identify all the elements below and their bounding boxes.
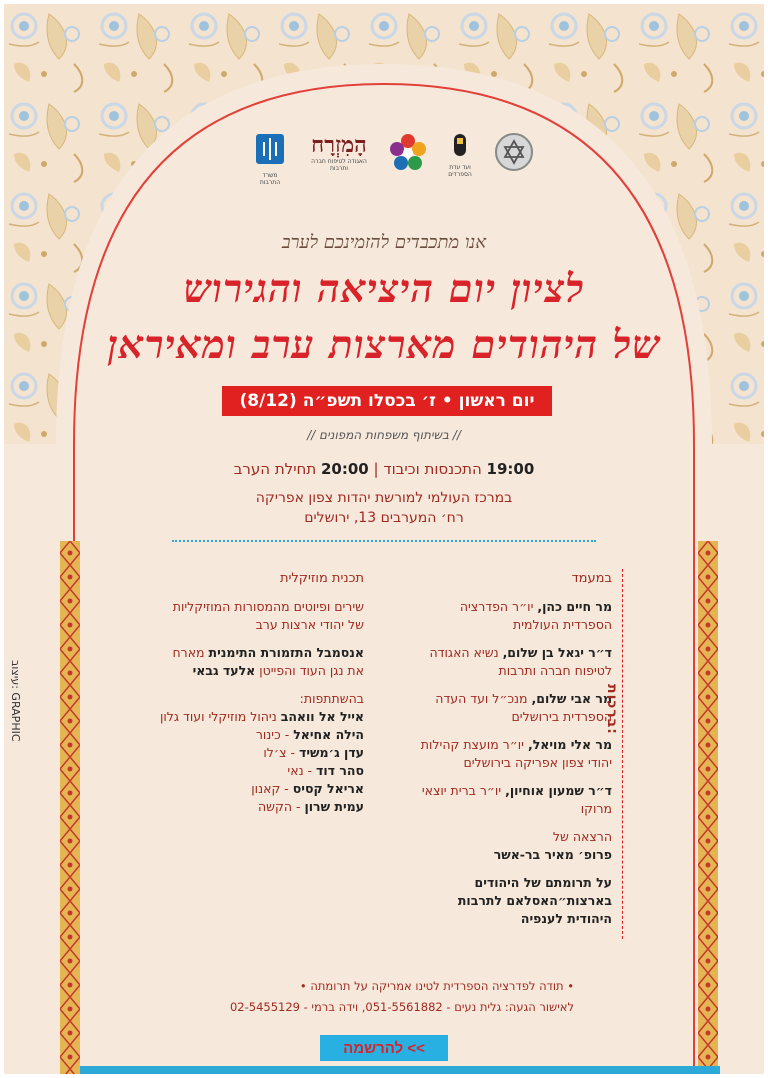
dais-person <box>412 598 612 634</box>
right-border-strip <box>698 541 718 1074</box>
participant <box>154 708 364 726</box>
participant <box>154 726 364 744</box>
label-start: התכנסות וכיבוד <box>383 460 482 478</box>
rsvp-contacts: לאישור הגעה: גלית נעים - 051-5561882, וידה ברמי - 02-5455129 <box>229 1000 574 1014</box>
left-border-strip <box>60 541 80 1074</box>
emblem-icon: משרד התרבות <box>252 132 288 186</box>
lecture-label: הרצאה של <box>552 829 612 844</box>
poster <box>4 4 764 1074</box>
person-name: מר אבי שלום, <box>531 691 612 706</box>
participant <box>154 780 364 798</box>
hamizrah-logo-icon: הָמִזְרָח האגודה לטיפוח חברה ותרבות <box>311 132 367 172</box>
participant-role: - הקשה <box>257 799 301 814</box>
person-role: יו״ר הפדרציה הספרדית העולמית <box>459 599 612 632</box>
flower-logo-icon <box>388 132 428 176</box>
person-name: מר חיים כהן, <box>537 599 612 614</box>
participant-role: ניהול מוזיקלי ועוד גלון <box>160 709 277 724</box>
lecture-topic: על תרומתם של היהודים בארצות״האסלאם לתרבות היהודית לענפיה <box>457 875 612 926</box>
participant-role: - נאי <box>287 763 313 778</box>
time-main: 20:00 <box>321 460 369 478</box>
greetings-label: ברכות: <box>604 684 620 735</box>
lecturer-name: פרופ׳ מאיר בר-אשר <box>493 847 612 862</box>
participant-name: עדן ג׳משיד <box>298 745 364 760</box>
date-band: יום ראשון • ז׳ בכסלו תשפ״ה (8/12) <box>222 386 552 416</box>
person-name: מר אלי מויאל, <box>527 737 612 752</box>
music-column <box>154 570 364 816</box>
separator: | <box>373 460 379 478</box>
dais-person <box>412 690 612 726</box>
participant-name: הילה אחיאל <box>293 727 364 742</box>
venue-address: רח׳ המערבים 13, ירושלים <box>304 510 464 526</box>
venue-name: במרכז העולמי למורשת יהדות צפון אפריקה <box>255 490 513 506</box>
dais-person <box>412 644 612 680</box>
person-role: יו״ר מועצת קהילות יהודי צפון אפריקה בירושלים <box>420 737 612 770</box>
participant-name: אריאל קסיס <box>292 781 364 796</box>
bottom-band <box>80 1066 720 1074</box>
title-line-2: של היהודים מארצות ערב ומאיראן <box>107 322 661 368</box>
dais-heading: במעמד <box>571 571 612 586</box>
ensemble-desc: מארח את נגן העוד והפייטן <box>172 645 364 678</box>
dais-person <box>412 782 612 818</box>
star-seal-icon <box>494 132 534 176</box>
schedule <box>154 460 614 478</box>
person-name: ד״ר שמעון אוחיון, <box>505 783 612 798</box>
ensemble-guest: אלעד גבאי <box>192 663 256 678</box>
dais-column <box>412 570 612 928</box>
title-line-1: לציון יום היציאה והגירוש <box>183 266 585 312</box>
label-main: תחילת הערב <box>233 460 317 478</box>
participant-name: עמית שרון <box>304 799 364 814</box>
greetings-divider <box>622 569 623 939</box>
participant-role: - צ׳לו <box>263 745 295 760</box>
venue <box>154 488 614 528</box>
music-heading: תכנית מוזיקלית <box>279 571 364 586</box>
participant-name: אייל אל וואהב <box>280 709 364 724</box>
dotted-divider <box>172 540 596 542</box>
ensemble-name: אנסמבל התזמורת התימנית <box>208 645 364 660</box>
community-logo-icon: ועד עדת הספרדים <box>440 132 480 178</box>
person-role: מנכ״ל ועד העדה הספרדית בירושלים <box>435 691 612 724</box>
music-description: שירים ופיוטים מהמסורות המוזיקליות של יהודי ארצות ערב <box>172 599 364 632</box>
participant-name: סהר דוד <box>316 763 364 778</box>
participant-role: - קאנון <box>251 781 289 796</box>
invitation-text: אנו מתכבדים להזמינכם לערב <box>281 232 487 253</box>
ensemble <box>154 644 364 680</box>
dais-person <box>412 736 612 772</box>
participant <box>154 744 364 762</box>
collaboration-note: // בשיתוף משפחות המפונים // <box>307 428 461 442</box>
person-name: ד״ר יגאל בן שלום, <box>502 645 612 660</box>
person-role: נשיא האגודה לטיפוח חברה ותרבות <box>429 645 612 678</box>
participant <box>154 798 364 816</box>
design-credit: עיצוב: GRAPHIC <box>9 660 22 742</box>
participants-label: בהשתתפות: <box>299 691 364 706</box>
thanks-note: • תודה לפדרציה הספרדית לטינו אמריקה על תרומתה • <box>299 979 574 993</box>
register-button[interactable]: להרשמה << <box>320 1035 448 1061</box>
person-role: יו״ר ברית יוצאי מרוקו <box>421 783 612 816</box>
participant <box>154 762 364 780</box>
participant-role: - כינור <box>255 727 290 742</box>
logo-row <box>244 132 544 184</box>
time-start: 19:00 <box>486 460 535 478</box>
